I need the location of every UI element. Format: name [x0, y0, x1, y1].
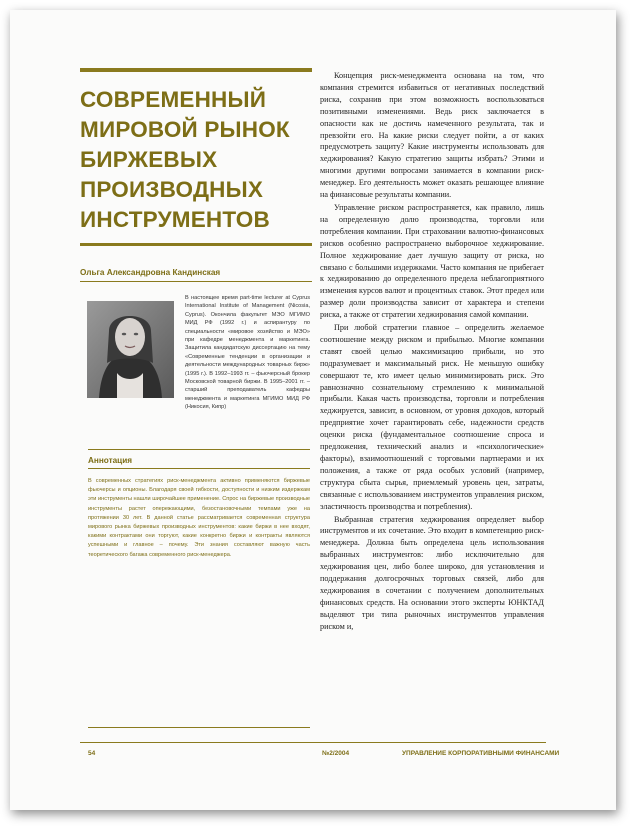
title-top-rule: [80, 68, 312, 72]
body-paragraph: Выбранная стратегия хеджирования определяет выбор инструментов и их сочетание. Это входит в компетенцию риск-менеджера. Должна быть определена цель использования выбранных инструментов: либо исключительно для хеджирования цен, либо более широко, для установления и поддержания долгосрочных торговых связей, либо для хеджирования в сочетании с получением дополнительных финансовых средств. На основании этого эксперты ЮНКТАД выделяют три типа рыночных инструментов управления риском и,: [320, 514, 544, 631]
annotation-head-rule: [88, 468, 310, 469]
annotation-bottom-rule: [88, 727, 310, 728]
author-bio: [185, 294, 310, 412]
article-title: СОВРЕМЕННЫЙ МИРОВОЙ РЫНОК БИРЖЕВЫХ ПРОИЗВОДНЫХ ИНСТРУМЕНТОВ: [80, 87, 290, 232]
annotation-top-rule: [88, 449, 310, 450]
journal-name: УПРАВЛЕНИЕ КОРПОРАТИВНЫМИ ФИНАНСАМИ: [402, 750, 560, 757]
title-bottom-rule: [80, 243, 312, 246]
author-name: Ольга Александровна Кандинская: [80, 268, 221, 277]
issue-number: №2/2004: [322, 750, 350, 757]
author-rule: [80, 281, 312, 282]
body-paragraph: Концепция риск-менеджмента основана на том, что компания стремится избавиться от негативных последствий риска, сохранив при этом возможность воспользоваться позитивными изменениями. Ведь риск заключается в опасности как не достичь намеченного результата, так и превзойти его. На какие риски следует пойти, а от каких предусмотреть защиту? Какие инструменты использовать для хеджирования? Какую стратегию защиты избрать? Этими и многими другими вопросами занимается в компании риск-менеджер. Его деятельность может оказать решающее влияние на финансовые результаты компании.: [320, 71, 544, 200]
annotation-heading: Аннотация: [88, 456, 133, 465]
annotation-text: [88, 477, 310, 560]
author-bio-text: В настоящее время part-time lecturer at Cyprus International Institute of Management (Nicosia, Cyprus). Окончила факультет МЭО МГИМО МИД РФ (1992 г.) и аспирантуру по специальности «мировое хозяйство и МЭО» при кафедре менеджмента и маркетинга. Защитила кандидатскую диссертацию на тему «Современные тенденции в организации и деятельности международных товарных бирж» (1995 г.). В 1992–1993 гг. – фьючерсный брокер Московской товарной биржи. В 1995–2001 гг. – старший преподаватель кафедры менеджмента и маркетинга МГИМО МИД РФ (Никосия, Кипр): [185, 295, 310, 411]
body-paragraph: При любой стратегии главное – определить желаемое соотношение между риском и прибылью. Многие компании ставят своей целью максимизацию прибыли, но это подразумевает и максимальный риск. Не меньшую ошибку совершают те, кто имеет целью минимизировать риск. Это равнозначно сознательному стремлению к минимальной прибыли. Какая часть производства, торговли и потребления хеджируется, зависит, в основном, от уровня доходов, который предприятие хочет гарантировать себе, надежности средств оценки риска (фундаментальное соотношение спроса и предложения, технический анализ и «психологические» факторы), взаимоотношений с торговыми партнерами и их положения, а также от ряда особых условий (например, структура сбыта сырья, приемлемый уровень цен, затраты, связанные с использованием инструментов управления риском, эластичность производства и потребления).: [320, 323, 544, 511]
author-photo: [87, 301, 174, 398]
body-paragraph: Управление риском распространяется, как правило, лишь на определенную долю производства, торговли или потребления компании. При страховании валютно-финансовых рисков особенно распространено выборочное хеджирование. Полное хеджирование дает лучшую защиту от риска, но связано с большими издержками. Часто компания не прибегает к хеджированию до определенного предела неблагоприятного изменения курсов валют и процентных ставок. Этот предел или размер доли производства зависит от характера и степени риска, а также от стратегии хеджирования самой компании.: [320, 202, 544, 320]
footer-rule: [80, 742, 546, 743]
annotation-paragraph: В современных стратегиях риск-менеджмента активно применяются биржевые фьючерсы и опционы. Благодаря своей гибкости, доступности и низким издержкам эти инструменты нашли широчайшее применение. Спрос на биржевые производные инструменты растет опережающими, безостановочными темпами уже на протяжении 30 лет. В данной статье рассматривается современная структура мирового рынка биржевых производных инструментов: какие биржи в нее входят, какими контрактами они торгуют, какие конкретно биржи и контракты являются успешными и главное – почему. Эти знания составляют важную часть теоретического багажа современного риск-менеджера.: [88, 478, 310, 558]
body-column: [320, 70, 544, 634]
page-number: 54: [88, 750, 96, 757]
